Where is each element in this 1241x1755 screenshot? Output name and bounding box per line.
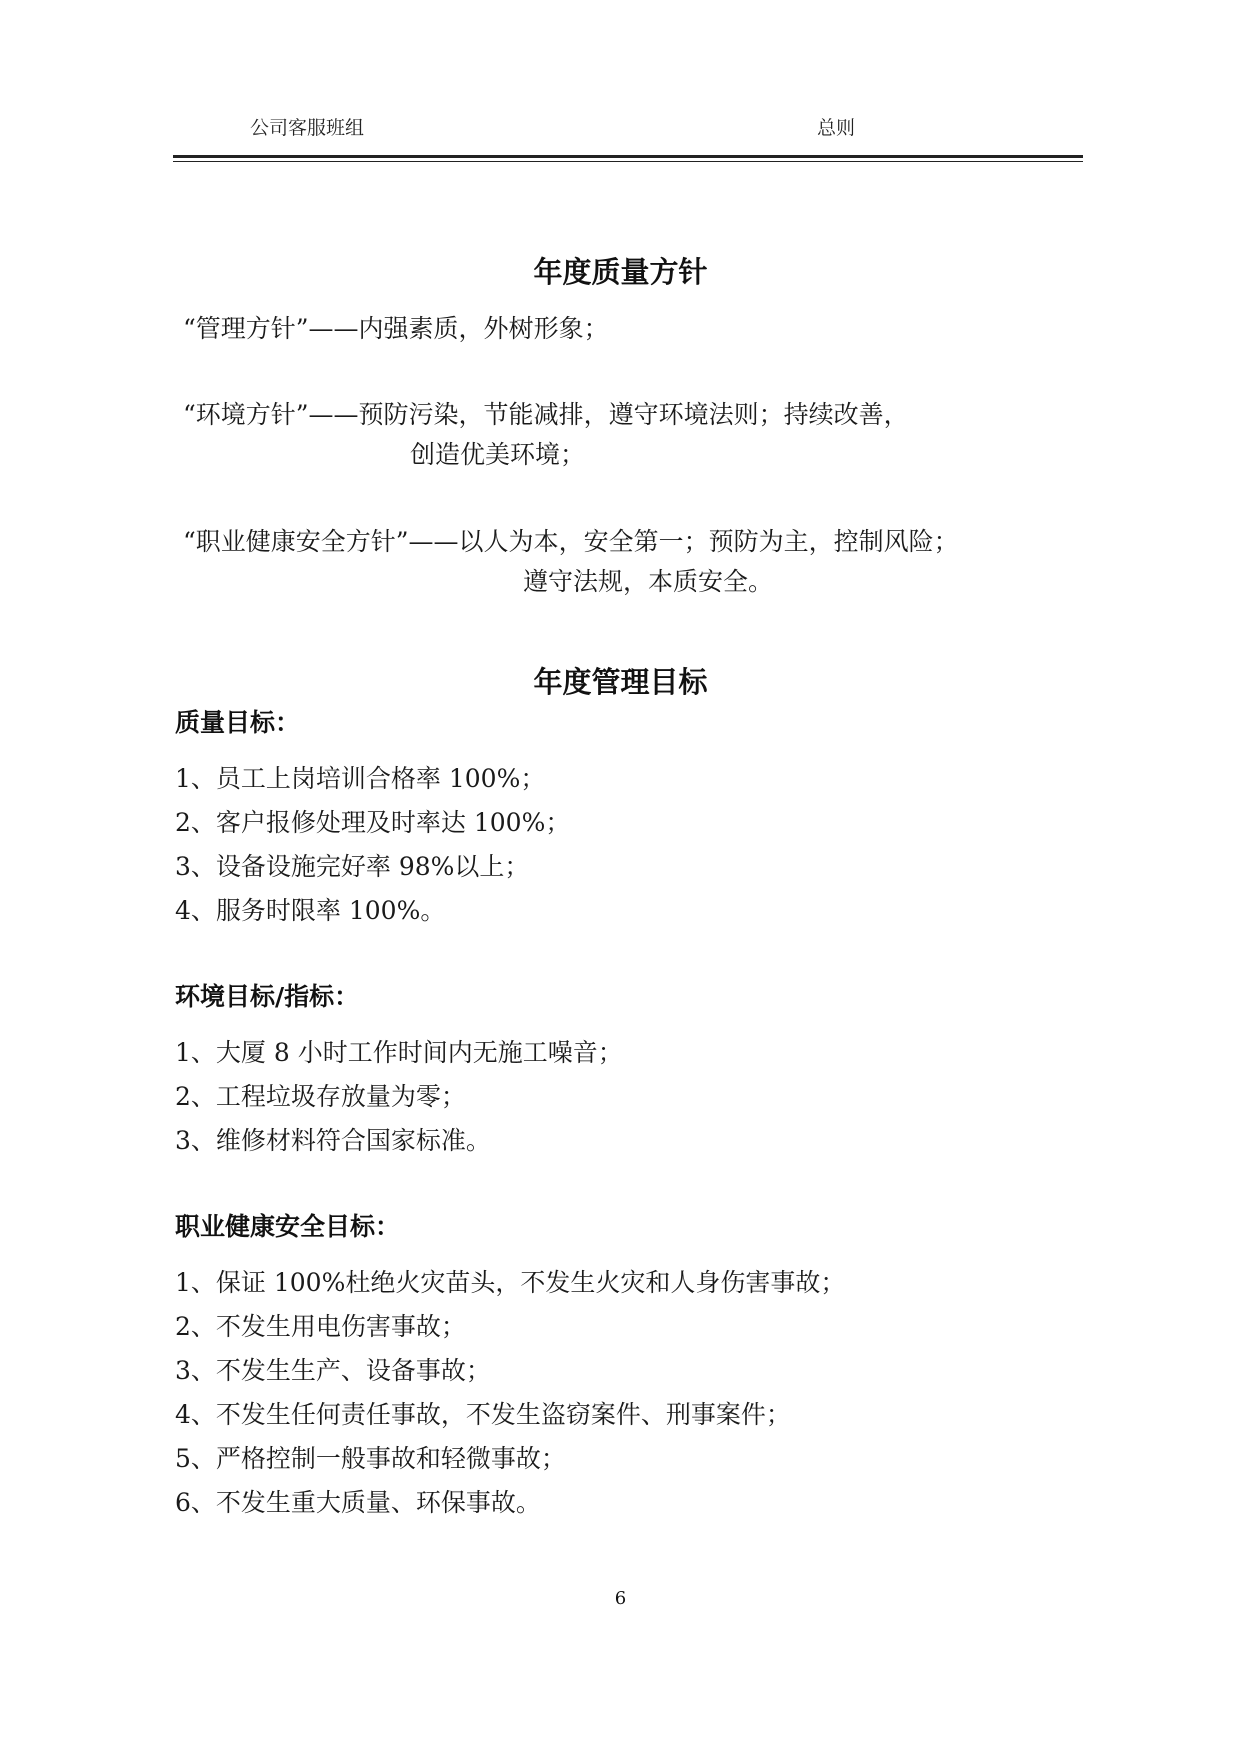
safety-item: 4、不发生任何责任事故，不发生盗窃案件、刑事案件； bbox=[175, 1400, 791, 1429]
environment-heading: 环境目标/指标： bbox=[175, 982, 360, 1011]
header-rule-thick bbox=[173, 155, 1083, 158]
environment-item: 2、工程垃圾存放量为零； bbox=[175, 1082, 466, 1111]
quality-item: 2、客户报修处理及时率达 100%； bbox=[175, 808, 571, 837]
policy-safety: “职业健康安全方针”——以人为本，安全第一；预防为主，控制风险； bbox=[183, 527, 959, 556]
policy-safety-cont: 遵守法规，本质安全。 bbox=[523, 567, 774, 596]
safety-item: 5、严格控制一般事故和轻微事故； bbox=[175, 1444, 566, 1473]
quality-item: 3、设备设施完好率 98%以上； bbox=[175, 852, 530, 881]
header-section: 总则 bbox=[817, 117, 856, 139]
environment-item: 3、维修材料符合国家标准。 bbox=[175, 1126, 491, 1155]
page-number: 6 bbox=[614, 1588, 627, 1609]
policy-environment-cont: 创造优美环境； bbox=[410, 440, 586, 469]
quality-item: 4、服务时限率 100%。 bbox=[175, 896, 446, 925]
safety-item: 3、不发生生产、设备事故； bbox=[175, 1356, 491, 1385]
header-company: 公司客服班组 bbox=[250, 117, 365, 139]
safety-heading: 职业健康安全目标： bbox=[175, 1212, 401, 1241]
safety-item: 6、不发生重大质量、环保事故。 bbox=[175, 1488, 541, 1517]
goals-title: 年度管理目标 bbox=[533, 665, 708, 699]
policy-management: “管理方针”——内强素质，外树形象； bbox=[183, 314, 609, 343]
header-rule-thin bbox=[173, 161, 1083, 162]
policy-title: 年度质量方针 bbox=[533, 255, 708, 289]
policy-environment: “环境方针”——预防污染，节能减排，遵守环境法则；持续改善， bbox=[183, 400, 909, 429]
safety-item: 2、不发生用电伤害事故； bbox=[175, 1312, 466, 1341]
quality-item: 1、员工上岗培训合格率 100%； bbox=[175, 764, 546, 793]
safety-item: 1、保证 100%杜绝火灾苗头，不发生火灾和人身伤害事故； bbox=[175, 1268, 846, 1297]
quality-heading: 质量目标： bbox=[175, 708, 301, 737]
environment-item: 1、大厦 8 小时工作时间内无施工噪音； bbox=[175, 1038, 623, 1067]
